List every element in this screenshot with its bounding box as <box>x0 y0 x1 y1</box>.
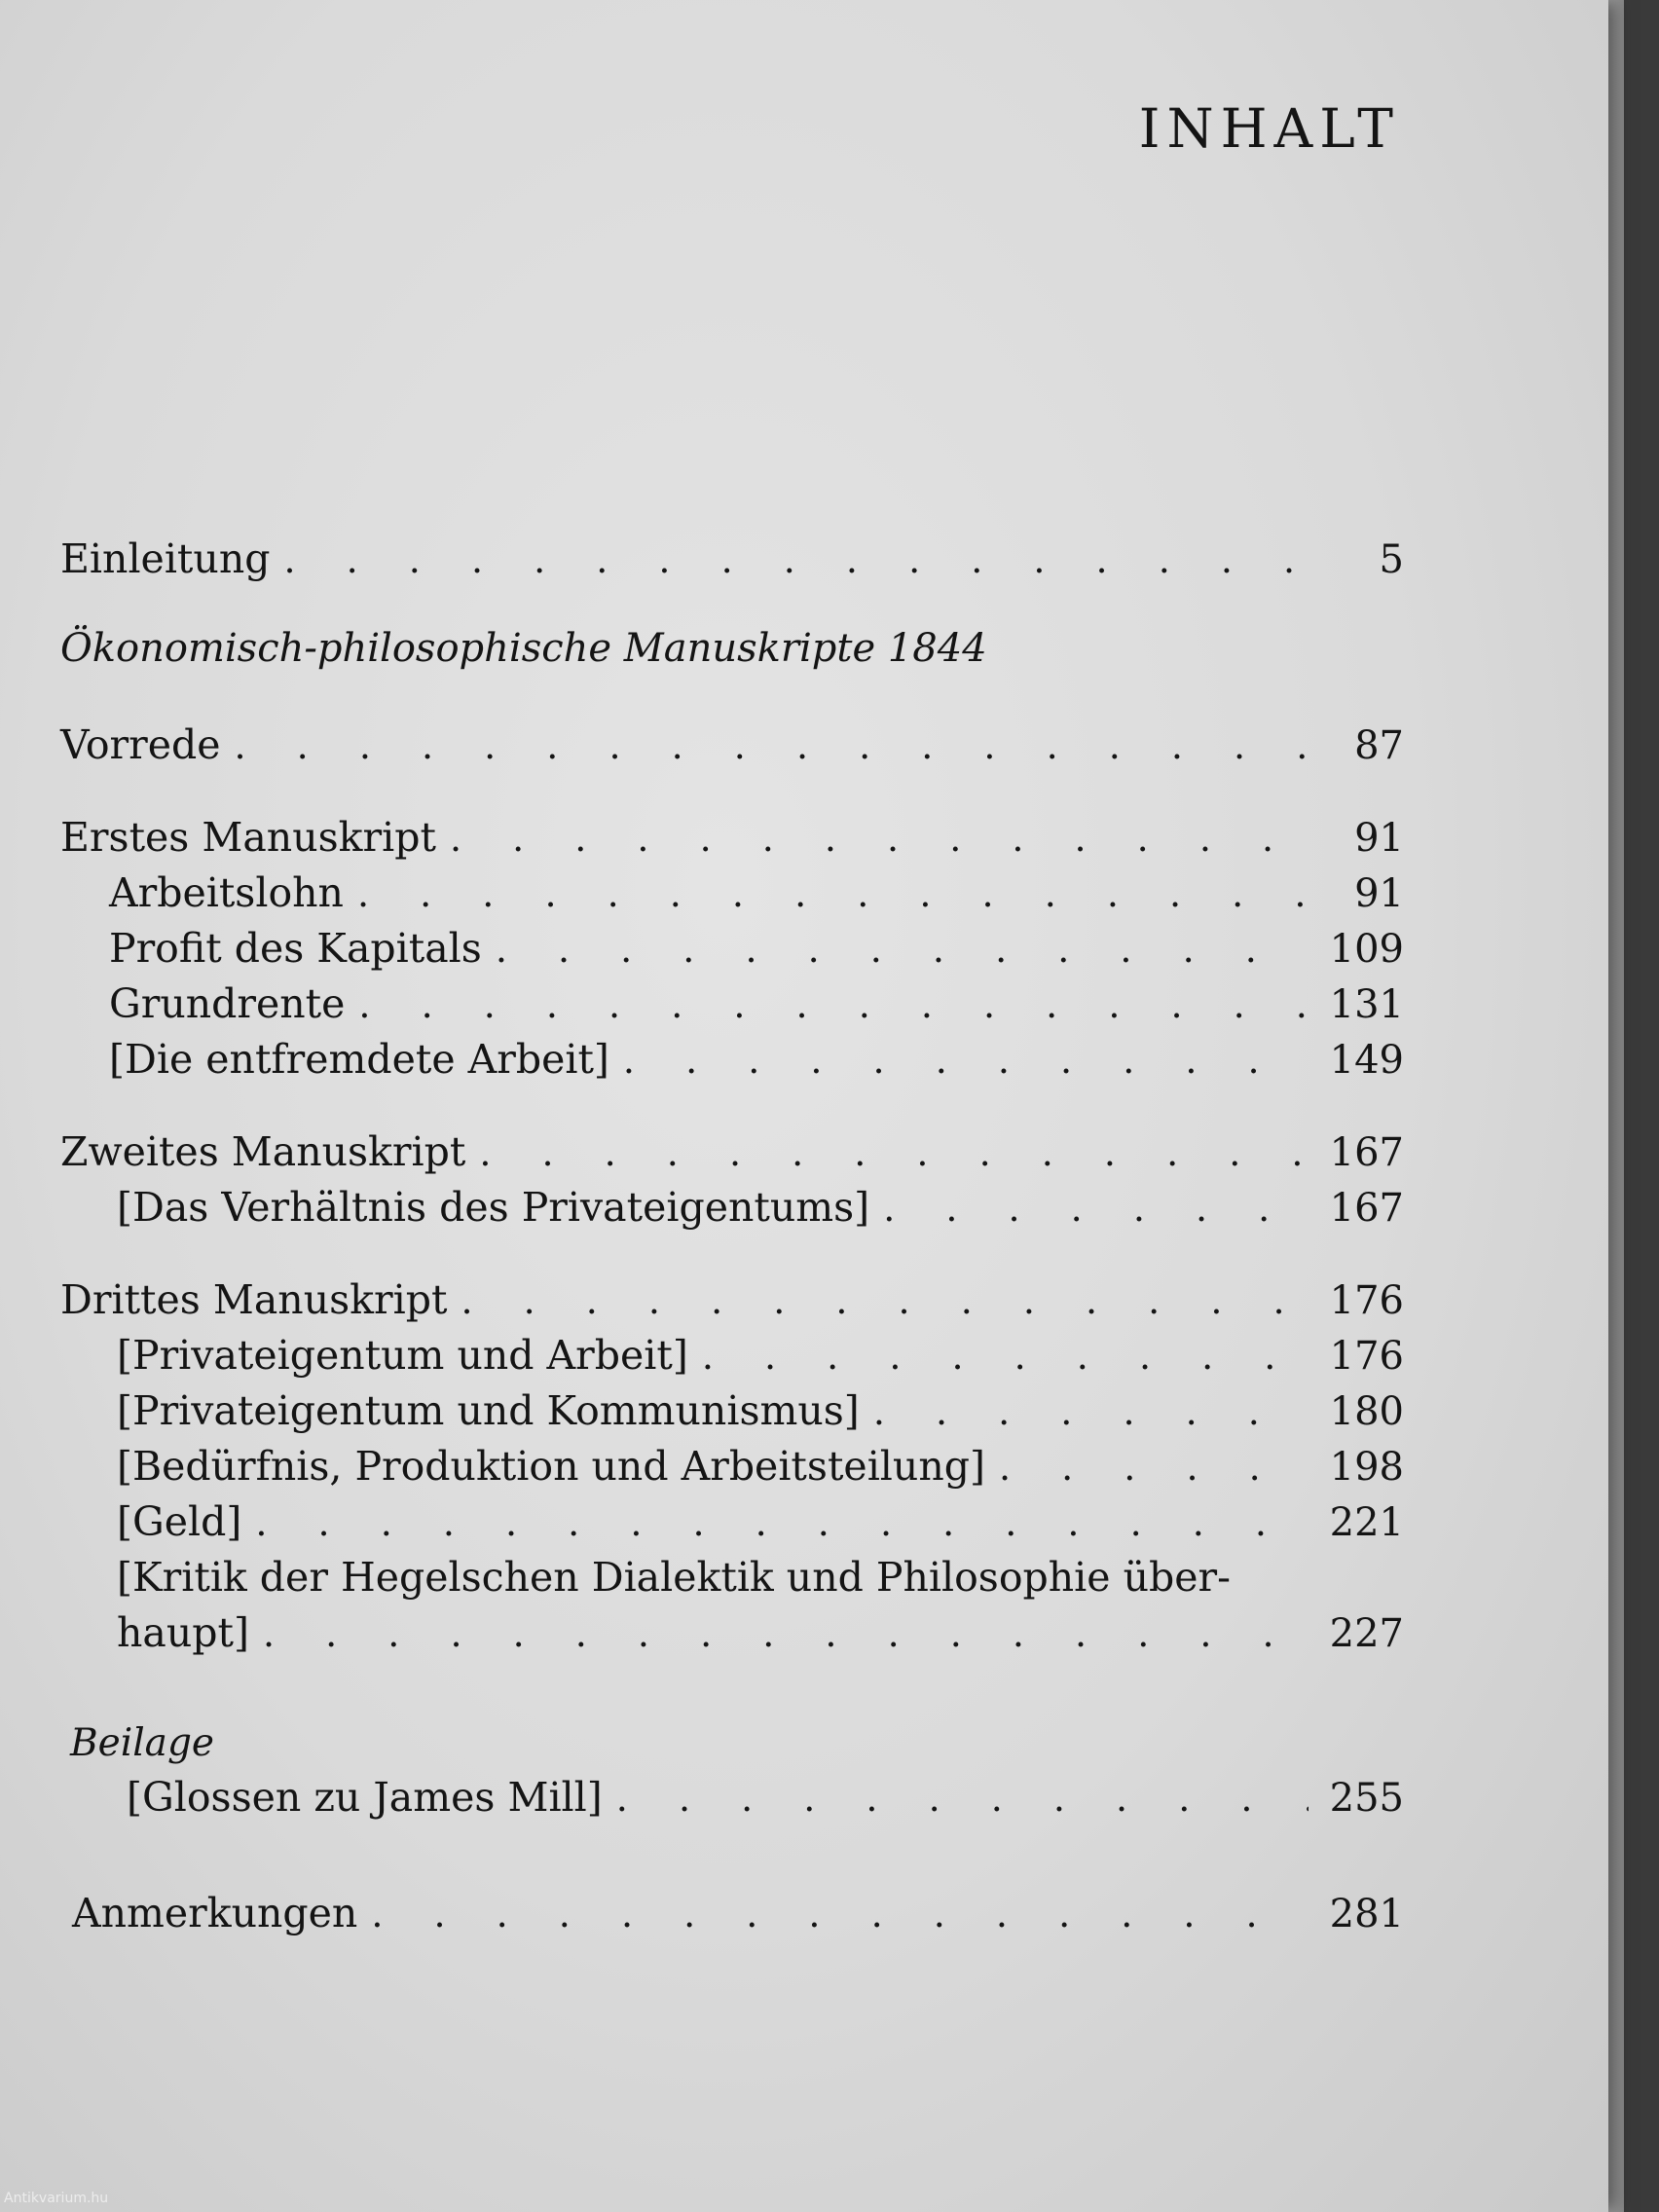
toc-page-number: 167 <box>1329 1130 1404 1175</box>
toc-entry-privateigentum-arbeit <box>60 1332 1404 1387</box>
toc-entry-privateigentum-kommunismus <box>60 1387 1404 1443</box>
section-heading: Ökonomisch-philosophische Manuskripte 1844 <box>60 626 987 671</box>
toc-entry-arbeitslohn <box>60 869 1404 925</box>
dot-leader <box>883 1187 1309 1230</box>
dot-leader <box>479 1131 1309 1174</box>
toc-entry-grundrente <box>60 980 1404 1036</box>
toc-label: Erstes Manuskript <box>60 814 436 861</box>
toc-page-number: 91 <box>1354 871 1404 916</box>
toc-label: [Bedürfnis, Produktion und Arbeitsteilung] <box>117 1443 985 1490</box>
toc-label: Arbeitslohn <box>109 869 344 916</box>
table-of-contents <box>60 535 1404 1945</box>
toc-label: [Privateigentum und Arbeit] <box>117 1332 688 1379</box>
toc-page-number: 91 <box>1354 816 1404 861</box>
toc-entry-erstes-manuskript <box>60 814 1404 869</box>
toc-label: Anmerkungen <box>72 1890 358 1936</box>
dot-leader <box>461 1279 1309 1322</box>
toc-page-number: 221 <box>1329 1500 1404 1545</box>
toc-page-number: 87 <box>1354 723 1404 768</box>
dot-leader <box>623 1039 1309 1082</box>
dot-leader <box>450 817 1309 860</box>
toc-label: Zweites Manuskript <box>60 1128 466 1175</box>
dot-leader <box>999 1446 1309 1489</box>
toc-page-number: 5 <box>1379 537 1404 582</box>
dot-leader <box>873 1390 1309 1433</box>
toc-label: Vorrede <box>60 721 221 768</box>
toc-entry-verhaeltnis <box>60 1184 1404 1239</box>
toc-page-number: 227 <box>1329 1611 1404 1656</box>
toc-page-number: 281 <box>1329 1892 1404 1936</box>
toc-label: haupt] <box>117 1609 249 1656</box>
toc-label: [Glossen zu James Mill] <box>127 1774 603 1821</box>
page-title: INHALT <box>1138 97 1400 160</box>
dot-leader <box>358 983 1309 1026</box>
toc-entry-vorrede <box>60 721 1404 777</box>
toc-page-number: 131 <box>1329 982 1404 1027</box>
toc-label: Profit des Kapitals <box>109 925 482 972</box>
toc-page-number: 149 <box>1329 1038 1404 1083</box>
beilage-heading: Beilage <box>70 1721 214 1765</box>
toc-page-number: 198 <box>1329 1445 1404 1490</box>
dot-leader <box>496 928 1309 971</box>
toc-entry-kritik-line1: [Kritik der Hegelschen Dialektik und Philosophie über- <box>117 1554 1231 1601</box>
dot-leader <box>255 1501 1309 1544</box>
toc-page-number: 167 <box>1329 1186 1404 1231</box>
dot-leader <box>235 724 1309 767</box>
toc-label: [Das Verhältnis des Privateigentums] <box>117 1184 870 1231</box>
toc-label: [Privateigentum und Kommunismus] <box>117 1387 860 1434</box>
toc-entry-glossen <box>60 1774 1404 1829</box>
toc-entry-entfremdete-arbeit <box>60 1036 1404 1091</box>
toc-label: Drittes Manuskript <box>60 1276 448 1323</box>
toc-label: [Die entfremdete Arbeit] <box>109 1036 609 1083</box>
dot-leader <box>371 1893 1309 1936</box>
toc-label: [Geld] <box>117 1498 242 1545</box>
toc-entry-geld <box>60 1498 1404 1554</box>
dot-leader <box>702 1335 1309 1378</box>
toc-entry-profit <box>60 925 1404 980</box>
toc-entry-kritik <box>60 1609 1404 1665</box>
toc-entry-drittes-manuskript <box>60 1276 1404 1332</box>
dot-leader <box>283 538 1309 581</box>
dot-leader <box>616 1777 1309 1820</box>
toc-page-number: 109 <box>1329 927 1404 972</box>
toc-entry-einleitung <box>60 535 1404 591</box>
toc-label: Grundrente <box>109 980 346 1027</box>
toc-page-number: 255 <box>1329 1776 1404 1821</box>
dot-leader <box>357 872 1309 915</box>
toc-page-number: 176 <box>1329 1278 1404 1323</box>
dot-leader <box>263 1612 1309 1655</box>
toc-entry-zweites-manuskript <box>60 1128 1404 1184</box>
toc-label: Einleitung <box>60 535 271 582</box>
toc-page-number: 176 <box>1329 1334 1404 1379</box>
toc-entry-anmerkungen <box>60 1890 1404 1945</box>
toc-page-number: 180 <box>1329 1389 1404 1434</box>
toc-entry-beduerfnis <box>60 1443 1404 1498</box>
watermark: Antikvarium.hu <box>4 2191 109 2206</box>
